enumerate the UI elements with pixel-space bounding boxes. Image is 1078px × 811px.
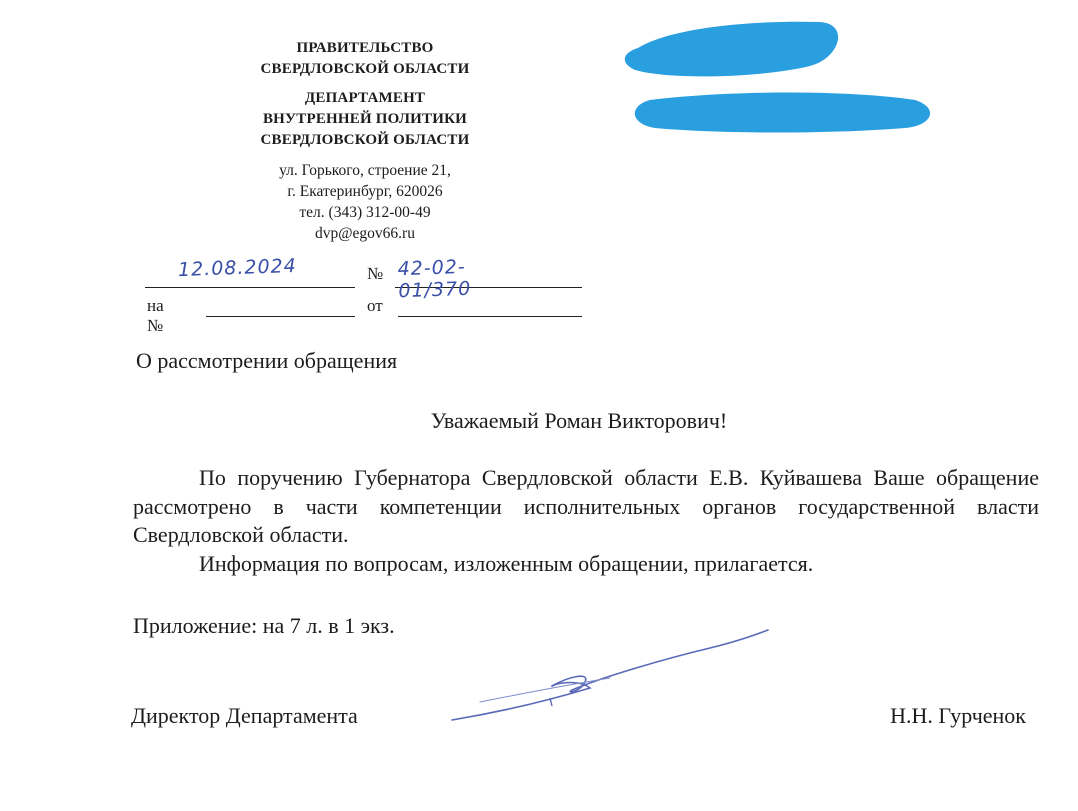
letterhead-dept-line3: СВЕРДЛОВСКОЙ ОБЛАСТИ — [260, 132, 470, 148]
registration-number: 42-02-01/370 — [397, 255, 472, 303]
reference-number-label: на № — [147, 296, 164, 335]
subject-line: О рассмотрении обращения — [136, 348, 398, 373]
signatory-name: Н.Н. Гурченок — [890, 703, 1026, 728]
letterhead-dept-line2: ВНУТРЕННЕЙ ПОЛИТИКИ — [262, 111, 468, 127]
redaction-mark — [610, 8, 950, 148]
attachment-note: Приложение: на 7 л. в 1 экз. — [133, 613, 395, 638]
letterhead-dept-line1: ДЕПАРТАМЕНТ — [304, 90, 426, 106]
handwritten-signature — [440, 620, 780, 730]
salutation: Уважаемый Роман Викторович! — [430, 408, 728, 433]
letterhead-phone: тел. (343) 312-00-49 — [299, 204, 431, 221]
registration-date: 12.08.2024 — [177, 254, 298, 282]
letter-body — [133, 464, 1039, 578]
letterhead-gov-line2: СВЕРДЛОВСКОЙ ОБЛАСТИ — [260, 61, 470, 77]
body-paragraph: По поручению Губернатора Свердловской области Е.В. Куйвашева Ваше обращение рассмотрено в части компетенции исполнительных органов государственной власти Свердловской области. — [133, 465, 1039, 547]
registration-number-label: № — [367, 264, 384, 283]
letterhead-address-line2: г. Екатеринбург, 620026 — [287, 183, 443, 200]
letterhead-address-line1: ул. Горького, строение 21, — [279, 162, 451, 179]
body-paragraph: Информация по вопросам, изложенным обращении, прилагается. — [199, 550, 814, 576]
letterhead-email: dvp@egov66.ru — [315, 225, 415, 242]
reference-from-label: от — [367, 296, 383, 315]
letterhead-gov-line1: ПРАВИТЕЛЬСТВО — [296, 40, 434, 56]
signatory-position: Директор Департамента — [131, 703, 358, 728]
letterhead — [200, 38, 530, 244]
